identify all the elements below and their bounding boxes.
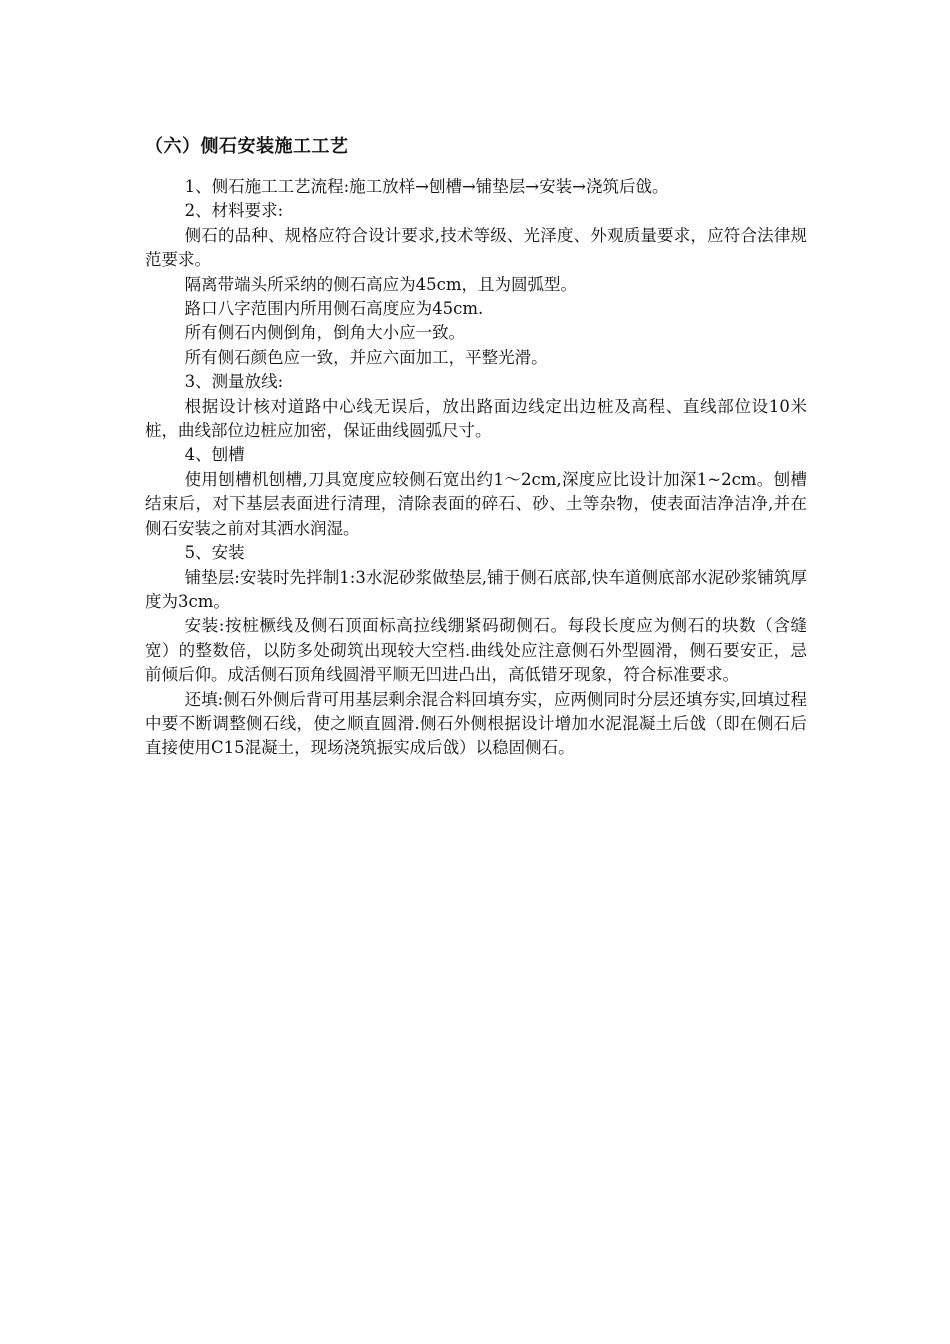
paragraph-chamfer: 所有侧石内侧倒角，倒角大小应一致。: [184, 323, 466, 343]
document-page: [145, 133, 807, 761]
paragraph-install-title: 5、安装: [184, 543, 245, 563]
paragraph-backfill: 还填:侧石外侧后背可用基层剩余混合料回填夯实，应两侧同时分层还填夯实,回填过程中要不断调整侧石线，使之顺直圆滑.侧石外侧根据设计增加水泥混凝土后戗（即在侧石后直接使用C15混凝土，现场浇筑振实成后戗）以稳固侧石。: [145, 689, 807, 758]
paragraph-median-end: 隔离带端头所采纳的侧石高应为45cm，且为圆弧型。: [184, 274, 577, 294]
paragraph-bedding: 铺垫层:安装时先拌制1:3水泥砂浆做垫层,铺于侧石底部,快车道侧底部水泥砂浆铺筑厚度为3cm。: [145, 567, 807, 611]
paragraph-trench-body: 使用刨槽机刨槽,刀具宽度应较侧石宽出约1～2cm,深度应比设计加深1~2cm。刨槽结束后，对下基层表面进行清理，清除表面的碎石、砂、土等杂物，使表面洁净洁净,并在侧石安装之前对其洒水润湿。: [145, 469, 807, 538]
paragraph-survey-title: 3、测量放线:: [184, 372, 284, 392]
paragraph-survey-body: 根据设计核对道路中心线无误后，放出路面边线定出边桩及高程、直线部位设10米桩，曲线部位边桩应加密，保证曲线圆弧尺寸。: [145, 396, 807, 441]
section-heading: （六）侧石安装施工工艺: [145, 136, 349, 157]
paragraph-intersection: 路口八字范围内所用侧石高度应为45cm.: [184, 299, 484, 319]
paragraph-trench-title: 4、刨槽: [184, 445, 245, 465]
paragraph-material-title: 2、材料要求:: [184, 201, 284, 221]
paragraph-process-flow: 1、侧石施工工艺流程:施工放样→刨槽→铺垫层→安装→浇筑后戗。: [184, 177, 669, 196]
paragraph-installation: 安装:按桩橛线及侧石顶面标高拉线绷紧码砌侧石。每段长度应为侧石的块数（含缝宽）的整数倍，以防多处砌筑出现较大空档.曲线处应注意侧石外型圆滑，侧石要安正，忌前倾后仰。成活侧石顶角线圆滑平顺无凹进凸出，高低错牙现象，符合标准要求。: [145, 616, 807, 685]
paragraph-material-spec: 侧石的品种、规格应符合设计要求,技术等级、光泽度、外观质量要求，应符合法律规范要求。: [145, 225, 807, 270]
paragraph-color: 所有侧石颜色应一致，并应六面加工，平整光滑。: [184, 347, 548, 367]
